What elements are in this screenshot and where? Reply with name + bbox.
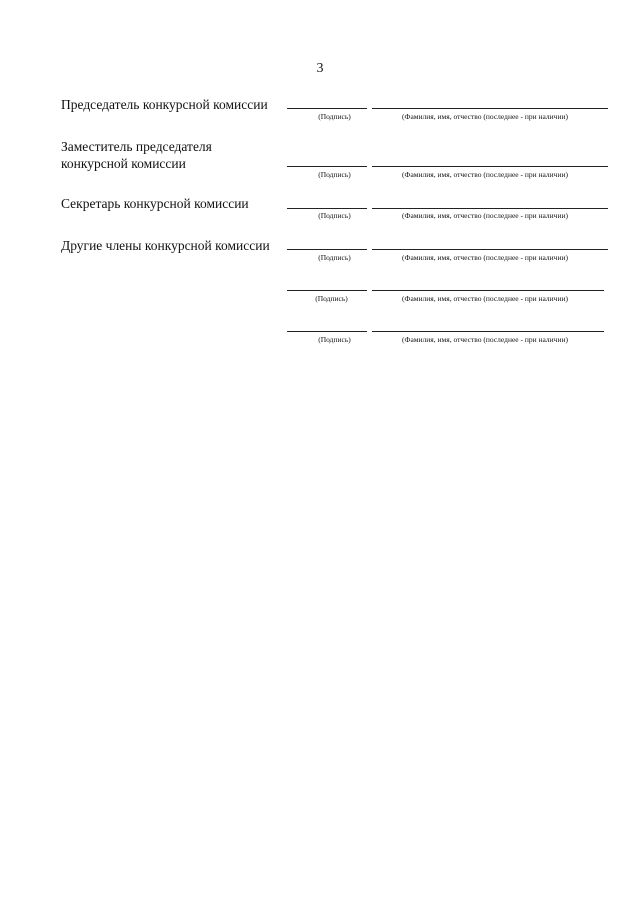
signature-caption: (Подпись) — [318, 211, 351, 220]
signature-caption: (Подпись) — [318, 253, 351, 262]
name-caption: (Фамилия, имя, отчество (последнее - при наличии) — [402, 294, 568, 303]
name-line-deputy[interactable] — [372, 166, 608, 167]
page-number: 3 — [316, 61, 324, 76]
name-caption: (Фамилия, имя, отчество (последнее - при наличии) — [402, 335, 568, 344]
signature-line-deputy[interactable] — [287, 166, 367, 167]
signature-line-chairman[interactable] — [287, 108, 367, 109]
signature-line-member-3[interactable] — [287, 331, 367, 332]
name-line-member-2[interactable] — [372, 290, 604, 291]
name-line-member-1[interactable] — [372, 249, 608, 250]
signature-line-member-1[interactable] — [287, 249, 367, 250]
name-caption: (Фамилия, имя, отчество (последнее - при наличии) — [402, 170, 568, 179]
signature-caption: (Подпись) — [318, 170, 351, 179]
role-deputy-chairman: Заместитель председателя конкурсной комиссии — [61, 139, 212, 171]
name-caption: (Фамилия, имя, отчество (последнее - при наличии) — [402, 112, 568, 121]
name-line-secretary[interactable] — [372, 208, 608, 209]
role-chairman: Председатель конкурсной комиссии — [61, 97, 268, 112]
role-other-members: Другие члены конкурсной комиссии — [61, 238, 270, 253]
name-line-member-3[interactable] — [372, 331, 604, 332]
role-secretary: Секретарь конкурсной комиссии — [61, 196, 249, 211]
signature-caption: (Подпись) — [315, 294, 348, 303]
signature-caption: (Подпись) — [318, 335, 351, 344]
signature-line-member-2[interactable] — [287, 290, 367, 291]
signature-caption: (Подпись) — [318, 112, 351, 121]
name-line-chairman[interactable] — [372, 108, 608, 109]
signature-line-secretary[interactable] — [287, 208, 367, 209]
name-caption: (Фамилия, имя, отчество (последнее - при наличии) — [402, 253, 568, 262]
name-caption: (Фамилия, имя, отчество (последнее - при наличии) — [402, 211, 568, 220]
